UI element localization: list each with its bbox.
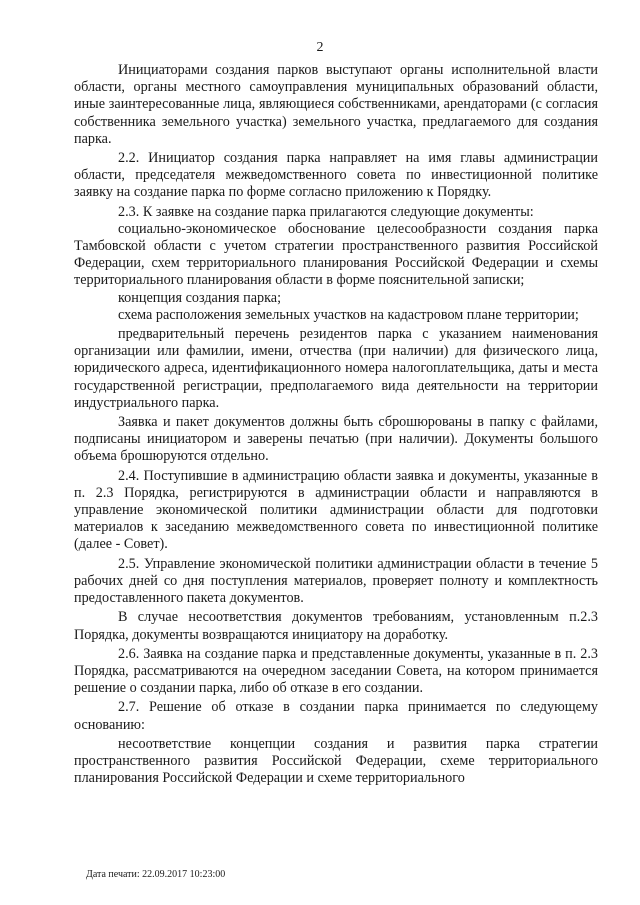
paragraph-concept: концепция создания парка; bbox=[118, 289, 282, 306]
paragraph-noncompliance: несоответствие концепции создания и развития парка стратегии пространственного развития Российской Федерации, схеме территориального планирования Российской Федерации и схеме территориального bbox=[74, 735, 598, 787]
document-body bbox=[74, 62, 598, 787]
paragraph-2-5: 2.5. Управление экономической политики администрации области в течение 5 рабочих дней со дня поступления материалов, проверяет полноту и комплектность предоставленного пакета документов. bbox=[74, 555, 598, 607]
paragraph-land-scheme: схема расположения земельных участков на кадастровом плане территории; bbox=[118, 306, 579, 323]
paragraph-2-2: 2.2. Инициатор создания парка направляет на имя главы администрации области, председателя межведомственного совета по инвестиционной политике заявку на создание парка по форме согласно приложению к Порядку. bbox=[74, 150, 598, 201]
print-date-footer: Дата печати: 22.09.2017 10:23:00 bbox=[86, 869, 226, 880]
paragraph-2-7: 2.7. Решение об отказе в создании парка принимается по следующему основанию: bbox=[74, 699, 598, 733]
paragraph-2-6: 2.6. Заявка на создание парка и представленные документы, указанные в п. 2.3 Порядка, рассматриваются на очередном заседании Совета, на котором принимается решение о создании парка, либо об отказе в его создании. bbox=[74, 645, 598, 697]
paragraph-residents: предварительный перечень резидентов парка с указанием наименования организации или фамилии, имени, отчества (при наличии) для физического лица, юридического адреса, идентификационного номера налогоплательщика, даты и места государственной регистрации, предполагаемого вида деятельности на территории индустриального парка. bbox=[74, 326, 598, 411]
page-number: 2 bbox=[316, 40, 324, 55]
paragraph-justification: социально-экономическое обоснование целесообразности создания парка Тамбовской области с учетом стратегии пространственного развития Российской Федерации, схем территориального планирования Российской Федерации и схемы территориального планирования области в форме пояснительной записки; bbox=[74, 220, 598, 289]
paragraph-2-3: 2.3. К заявке на создание парка прилагаются следующие документы: bbox=[118, 203, 534, 220]
paragraph-initiators: Инициаторами создания парков выступают органы исполнительной власти области, органы местного самоуправления муниципальных образований области, иные заинтересованные лица, являющиеся собственниками, арендаторами (с согласия собственника земельного участка) земельного участка, предлагаемого для создания парка. bbox=[74, 62, 598, 147]
paragraph-2-4: 2.4. Поступившие в администрацию области заявка и документы, указанные в п. 2.3 Порядка, регистрируются в администрации области и направляются в управление экономической политики администрации области для подготовки материалов к заседанию межведомственного совета по инвестиционной политике (далее - Совет). bbox=[74, 467, 598, 553]
paragraph-mismatch: В случае несоответствия документов требованиям, установленным п.2.3 Порядка, документы возвращаются инициатору на доработку. bbox=[74, 609, 598, 643]
paragraph-binding: Заявка и пакет документов должны быть сброшюрованы в папку с файлами, подписаны инициатором и заверены печатью (при наличии). Документы большого объема брошюруются отдельно. bbox=[74, 414, 598, 465]
